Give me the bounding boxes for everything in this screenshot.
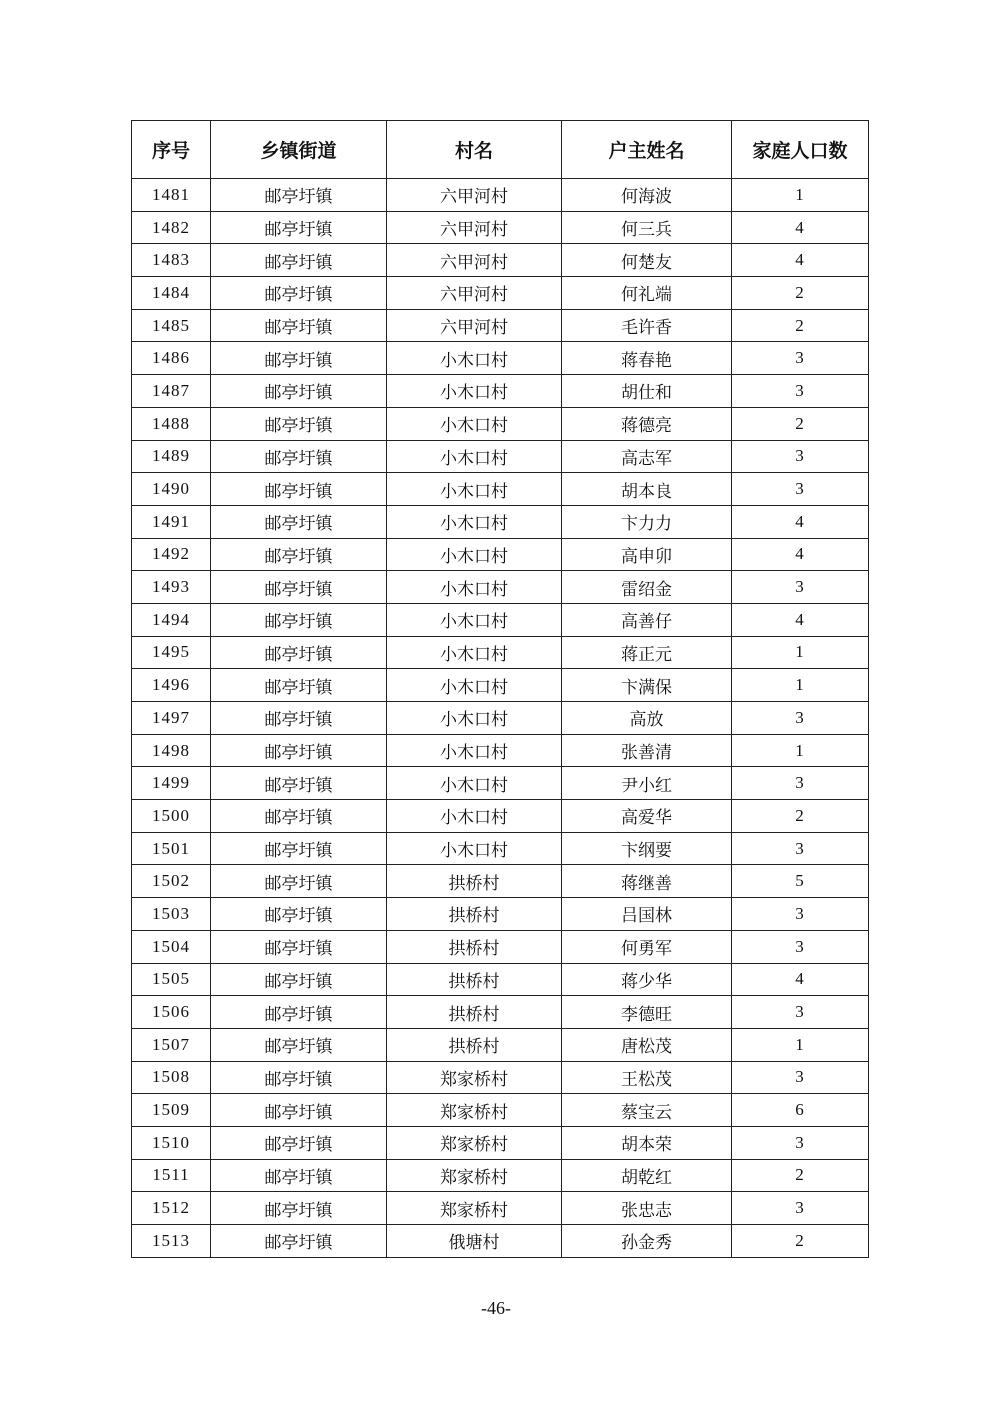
cell-township: 邮亭圩镇 xyxy=(211,407,387,440)
cell-township: 邮亭圩镇 xyxy=(211,505,387,538)
cell-index: 1490 xyxy=(132,473,211,506)
header-family-size: 家庭人口数 xyxy=(732,121,869,179)
page-number: -46- xyxy=(481,1298,511,1318)
cell-family-size: 2 xyxy=(732,309,869,342)
cell-township: 邮亭圩镇 xyxy=(211,571,387,604)
cell-village: 六甲河村 xyxy=(387,277,562,310)
table-row xyxy=(132,898,869,931)
table-row xyxy=(132,1061,869,1094)
cell-family-size: 3 xyxy=(732,375,869,408)
cell-family-size: 3 xyxy=(732,342,869,375)
table-row xyxy=(132,1192,869,1225)
cell-family-size: 3 xyxy=(732,996,869,1029)
cell-index: 1482 xyxy=(132,211,211,244)
cell-index: 1511 xyxy=(132,1159,211,1192)
cell-index: 1500 xyxy=(132,800,211,833)
table-row xyxy=(132,800,869,833)
cell-village: 小木口村 xyxy=(387,505,562,538)
cell-index: 1512 xyxy=(132,1192,211,1225)
cell-village: 小木口村 xyxy=(387,832,562,865)
household-table xyxy=(131,120,869,1258)
cell-householder: 王松茂 xyxy=(562,1061,732,1094)
cell-family-size: 3 xyxy=(732,898,869,931)
table-row xyxy=(132,734,869,767)
table-row xyxy=(132,505,869,538)
cell-village: 拱桥村 xyxy=(387,930,562,963)
cell-township: 邮亭圩镇 xyxy=(211,440,387,473)
cell-index: 1498 xyxy=(132,734,211,767)
table-row xyxy=(132,473,869,506)
cell-householder: 蒋春艳 xyxy=(562,342,732,375)
cell-village: 小木口村 xyxy=(387,538,562,571)
cell-index: 1499 xyxy=(132,767,211,800)
cell-householder: 孙金秀 xyxy=(562,1225,732,1258)
cell-family-size: 5 xyxy=(732,865,869,898)
cell-family-size: 4 xyxy=(732,211,869,244)
table-row xyxy=(132,767,869,800)
cell-family-size: 1 xyxy=(732,179,869,212)
table-row xyxy=(132,996,869,1029)
cell-township: 邮亭圩镇 xyxy=(211,375,387,408)
cell-township: 邮亭圩镇 xyxy=(211,832,387,865)
cell-township: 邮亭圩镇 xyxy=(211,930,387,963)
cell-family-size: 1 xyxy=(732,734,869,767)
cell-village: 六甲河村 xyxy=(387,244,562,277)
cell-index: 1491 xyxy=(132,505,211,538)
cell-township: 邮亭圩镇 xyxy=(211,1159,387,1192)
cell-family-size: 1 xyxy=(732,636,869,669)
table-row xyxy=(132,963,869,996)
cell-index: 1506 xyxy=(132,996,211,1029)
table-row xyxy=(132,1028,869,1061)
cell-index: 1492 xyxy=(132,538,211,571)
cell-village: 小木口村 xyxy=(387,407,562,440)
cell-index: 1507 xyxy=(132,1028,211,1061)
cell-village: 小木口村 xyxy=(387,767,562,800)
table-row xyxy=(132,1225,869,1258)
table-row xyxy=(132,211,869,244)
cell-householder: 高申卯 xyxy=(562,538,732,571)
cell-index: 1509 xyxy=(132,1094,211,1127)
cell-village: 小木口村 xyxy=(387,342,562,375)
table-row xyxy=(132,832,869,865)
table-row xyxy=(132,930,869,963)
table-row xyxy=(132,1126,869,1159)
cell-index: 1489 xyxy=(132,440,211,473)
cell-householder: 尹小红 xyxy=(562,767,732,800)
cell-family-size: 4 xyxy=(732,603,869,636)
cell-village: 郑家桥村 xyxy=(387,1192,562,1225)
cell-family-size: 6 xyxy=(732,1094,869,1127)
cell-village: 拱桥村 xyxy=(387,865,562,898)
cell-householder: 蒋少华 xyxy=(562,963,732,996)
cell-householder: 蔡宝云 xyxy=(562,1094,732,1127)
cell-index: 1497 xyxy=(132,702,211,735)
cell-index: 1486 xyxy=(132,342,211,375)
table-row xyxy=(132,571,869,604)
table-row xyxy=(132,440,869,473)
cell-township: 邮亭圩镇 xyxy=(211,702,387,735)
cell-family-size: 2 xyxy=(732,407,869,440)
cell-township: 邮亭圩镇 xyxy=(211,898,387,931)
table-row xyxy=(132,375,869,408)
cell-index: 1510 xyxy=(132,1126,211,1159)
cell-householder: 张忠志 xyxy=(562,1192,732,1225)
cell-index: 1485 xyxy=(132,309,211,342)
table-row xyxy=(132,179,869,212)
cell-township: 邮亭圩镇 xyxy=(211,669,387,702)
cell-township: 邮亭圩镇 xyxy=(211,636,387,669)
table-row xyxy=(132,669,869,702)
cell-index: 1487 xyxy=(132,375,211,408)
table-row xyxy=(132,1159,869,1192)
cell-householder: 何楚友 xyxy=(562,244,732,277)
cell-village: 郑家桥村 xyxy=(387,1126,562,1159)
cell-township: 邮亭圩镇 xyxy=(211,1126,387,1159)
cell-householder: 何海波 xyxy=(562,179,732,212)
cell-index: 1503 xyxy=(132,898,211,931)
cell-village: 小木口村 xyxy=(387,440,562,473)
cell-index: 1494 xyxy=(132,603,211,636)
cell-village: 拱桥村 xyxy=(387,996,562,1029)
cell-householder: 毛许香 xyxy=(562,309,732,342)
cell-family-size: 3 xyxy=(732,1061,869,1094)
table-row xyxy=(132,538,869,571)
header-householder: 户主姓名 xyxy=(562,121,732,179)
cell-householder: 吕国林 xyxy=(562,898,732,931)
cell-township: 邮亭圩镇 xyxy=(211,244,387,277)
cell-family-size: 4 xyxy=(732,505,869,538)
cell-family-size: 4 xyxy=(732,538,869,571)
header-village: 村名 xyxy=(387,121,562,179)
cell-householder: 高善仔 xyxy=(562,603,732,636)
cell-village: 拱桥村 xyxy=(387,1028,562,1061)
cell-family-size: 3 xyxy=(732,571,869,604)
cell-householder: 胡仕和 xyxy=(562,375,732,408)
cell-township: 邮亭圩镇 xyxy=(211,1061,387,1094)
cell-family-size: 4 xyxy=(732,963,869,996)
cell-householder: 何礼端 xyxy=(562,277,732,310)
cell-township: 邮亭圩镇 xyxy=(211,342,387,375)
cell-householder: 何三兵 xyxy=(562,211,732,244)
cell-householder: 蒋继善 xyxy=(562,865,732,898)
cell-index: 1481 xyxy=(132,179,211,212)
cell-householder: 唐松茂 xyxy=(562,1028,732,1061)
cell-householder: 高志军 xyxy=(562,440,732,473)
cell-village: 小木口村 xyxy=(387,800,562,833)
cell-index: 1495 xyxy=(132,636,211,669)
cell-village: 小木口村 xyxy=(387,571,562,604)
cell-family-size: 3 xyxy=(732,702,869,735)
cell-family-size: 2 xyxy=(732,800,869,833)
cell-township: 邮亭圩镇 xyxy=(211,800,387,833)
cell-householder: 高爱华 xyxy=(562,800,732,833)
cell-family-size: 3 xyxy=(732,473,869,506)
cell-township: 邮亭圩镇 xyxy=(211,179,387,212)
cell-township: 邮亭圩镇 xyxy=(211,734,387,767)
cell-village: 小木口村 xyxy=(387,669,562,702)
cell-village: 拱桥村 xyxy=(387,963,562,996)
cell-index: 1484 xyxy=(132,277,211,310)
cell-village: 小木口村 xyxy=(387,375,562,408)
header-row xyxy=(132,121,869,179)
cell-township: 邮亭圩镇 xyxy=(211,767,387,800)
cell-householder: 张善清 xyxy=(562,734,732,767)
cell-township: 邮亭圩镇 xyxy=(211,277,387,310)
table-row xyxy=(132,342,869,375)
cell-householder: 李德旺 xyxy=(562,996,732,1029)
cell-family-size: 3 xyxy=(732,1192,869,1225)
cell-township: 邮亭圩镇 xyxy=(211,211,387,244)
cell-village: 六甲河村 xyxy=(387,179,562,212)
cell-village: 小木口村 xyxy=(387,702,562,735)
cell-township: 邮亭圩镇 xyxy=(211,1094,387,1127)
table-row xyxy=(132,277,869,310)
cell-family-size: 3 xyxy=(732,767,869,800)
cell-township: 邮亭圩镇 xyxy=(211,473,387,506)
cell-family-size: 3 xyxy=(732,1126,869,1159)
cell-householder: 胡乾红 xyxy=(562,1159,732,1192)
cell-township: 邮亭圩镇 xyxy=(211,1192,387,1225)
cell-family-size: 1 xyxy=(732,669,869,702)
cell-village: 小木口村 xyxy=(387,734,562,767)
cell-index: 1505 xyxy=(132,963,211,996)
table-row xyxy=(132,244,869,277)
cell-family-size: 3 xyxy=(732,440,869,473)
table-row xyxy=(132,636,869,669)
cell-index: 1483 xyxy=(132,244,211,277)
cell-township: 邮亭圩镇 xyxy=(211,1225,387,1258)
cell-householder: 蒋正元 xyxy=(562,636,732,669)
cell-family-size: 3 xyxy=(732,930,869,963)
cell-householder: 卞纲要 xyxy=(562,832,732,865)
cell-township: 邮亭圩镇 xyxy=(211,538,387,571)
cell-index: 1496 xyxy=(132,669,211,702)
cell-index: 1488 xyxy=(132,407,211,440)
cell-township: 邮亭圩镇 xyxy=(211,309,387,342)
table-row xyxy=(132,309,869,342)
header-index: 序号 xyxy=(132,121,211,179)
header-township: 乡镇街道 xyxy=(211,121,387,179)
table-body xyxy=(132,179,869,1258)
table-row xyxy=(132,1094,869,1127)
cell-family-size: 4 xyxy=(732,244,869,277)
cell-township: 邮亭圩镇 xyxy=(211,996,387,1029)
cell-village: 六甲河村 xyxy=(387,211,562,244)
cell-village: 六甲河村 xyxy=(387,309,562,342)
cell-family-size: 1 xyxy=(732,1028,869,1061)
cell-householder: 蒋德亮 xyxy=(562,407,732,440)
cell-householder: 何勇军 xyxy=(562,930,732,963)
cell-index: 1493 xyxy=(132,571,211,604)
cell-index: 1502 xyxy=(132,865,211,898)
cell-village: 小木口村 xyxy=(387,473,562,506)
cell-township: 邮亭圩镇 xyxy=(211,865,387,898)
cell-householder: 高放 xyxy=(562,702,732,735)
cell-index: 1504 xyxy=(132,930,211,963)
cell-township: 邮亭圩镇 xyxy=(211,603,387,636)
table-row xyxy=(132,702,869,735)
cell-family-size: 2 xyxy=(732,1225,869,1258)
cell-village: 郑家桥村 xyxy=(387,1159,562,1192)
cell-village: 小木口村 xyxy=(387,636,562,669)
cell-householder: 胡本荣 xyxy=(562,1126,732,1159)
cell-village: 小木口村 xyxy=(387,603,562,636)
table-row xyxy=(132,407,869,440)
cell-village: 拱桥村 xyxy=(387,898,562,931)
cell-village: 郑家桥村 xyxy=(387,1061,562,1094)
table-row xyxy=(132,865,869,898)
cell-township: 邮亭圩镇 xyxy=(211,963,387,996)
cell-householder: 卞力力 xyxy=(562,505,732,538)
cell-township: 邮亭圩镇 xyxy=(211,1028,387,1061)
cell-householder: 雷绍金 xyxy=(562,571,732,604)
cell-family-size: 2 xyxy=(732,1159,869,1192)
cell-index: 1513 xyxy=(132,1225,211,1258)
cell-index: 1501 xyxy=(132,832,211,865)
cell-householder: 胡本良 xyxy=(562,473,732,506)
table-row xyxy=(132,603,869,636)
cell-village: 郑家桥村 xyxy=(387,1094,562,1127)
cell-village: 俄塘村 xyxy=(387,1225,562,1258)
cell-householder: 卞满保 xyxy=(562,669,732,702)
cell-family-size: 3 xyxy=(732,832,869,865)
cell-family-size: 2 xyxy=(732,277,869,310)
cell-index: 1508 xyxy=(132,1061,211,1094)
